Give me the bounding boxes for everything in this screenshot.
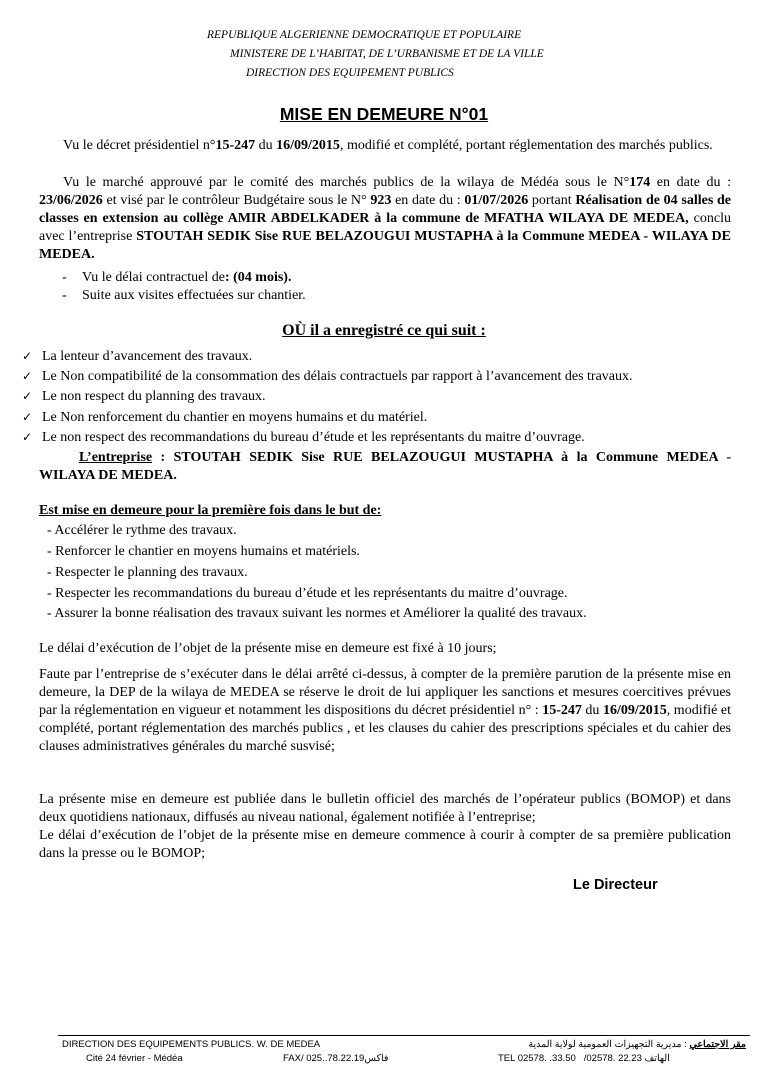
phone-label-ar: الهاتف (644, 1053, 670, 1064)
decree-date: 16/09/2015 (602, 703, 667, 718)
observation-item (22, 367, 633, 386)
observation-text: La lenteur d’avancement des travaux. (42, 349, 253, 364)
phone-number: TEL 02578. .33.50 (498, 1053, 576, 1064)
address-text-ar: : مديرية التجهيزات العمومية لولاية المدية (528, 1039, 690, 1050)
text: du (255, 138, 277, 153)
checkmark-icon: ✓ (22, 389, 33, 403)
entreprise-text: : STOUTAH SEDIK Sise RUE BELAZOUGUI MUSTAPHA à la Commune MEDEA - WILAYA DE MEDEA. (39, 450, 731, 483)
checkmark-icon: ✓ (22, 410, 33, 424)
visa-date: 01/07/2026 (464, 193, 529, 208)
footer-address: Cité 24 février - Médéa (86, 1053, 183, 1064)
text: en date du : (650, 175, 732, 190)
header-republic: REPUBLIQUE ALGERIENNE DEMOCRATIQUE ET POPULAIRE (207, 29, 522, 41)
text: portant (528, 193, 576, 208)
observation-text: Le non respect du planning des travaux. (42, 389, 266, 404)
observation-item (22, 387, 266, 406)
paragraph-delay: Le délai d’exécution de l’objet de la présente mise en demeure est fixé à 10 jours; (39, 641, 497, 656)
checkmark-icon: ✓ (22, 369, 33, 383)
publication-text: La présente mise en demeure est publiée dans le bulletin officiel des marchés de l’opérateur publics (BOMOP) et dans deux quotidiens nationaux, diffusés au niveau national, également notifiée à l’entreprise; (39, 792, 731, 825)
text: Vu le délai contractuel de (82, 270, 225, 285)
market-number: 174 (629, 175, 651, 190)
text: Faute par l’entreprise de s’exécuter dans le délai arrêté ci-dessus, à compter de la première parution de la présente mise en demeure, la DEP de la wilaya de MEDEA se réserve le droit de lui appliquer les sanctions et mesures coercitives prévues par la réglementation en vigueur et notamment les dispositions du décret présidentiel n° : (39, 667, 731, 718)
footer-phone (498, 1052, 670, 1065)
goal-item: - Assurer la bonne réalisation des travaux suivant les normes et Améliorer la qualité des travaux. (47, 606, 587, 621)
dash-bullet: - (62, 288, 67, 303)
list-item-contract-delay (62, 269, 291, 287)
paragraph-publication (39, 791, 731, 863)
subtitle-text: OÙ il a enregistré ce qui suit : (282, 322, 486, 339)
observation-text: Le Non renforcement du chantier en moyens humains et du matériel. (42, 410, 428, 425)
text: Vu le marché approuvé par le comité des marchés publics de la wilaya de Médéa sous le N° (63, 175, 630, 190)
goals-heading-text: Est mise en demeure pour la première fois dans le but de: (39, 503, 382, 518)
text: en date du : (391, 193, 465, 208)
checkmark-icon: ✓ (22, 430, 33, 444)
fax-number: FAX/ 025..78.22.19 (283, 1053, 365, 1064)
observation-text: Le non respect des recommandations du bureau d’étude et les représentants du maitre d’ouvrage. (42, 430, 585, 445)
text: Suite aux visites effectuées sur chantier. (82, 288, 306, 303)
contractor-name: STOUTAH SEDIK Sise RUE BELAZOUGUI MUSTAPHA à la Commune MEDEA - WILAYA DE MEDEA. (39, 229, 731, 262)
document-title: MISE EN DEMEURE N°01 (279, 104, 489, 124)
entreprise-label: L’entreprise (79, 450, 153, 465)
decree-number: 15-247 (542, 703, 582, 718)
goal-item: - Accélérer le rythme des travaux. (47, 523, 237, 538)
text: , modifié et complété, portant réglementation des marchés publics. (339, 138, 713, 153)
phone-number-2: /02578. 22.23 (583, 1053, 642, 1064)
text: et visé par le contrôleur Budgétaire sous le N° (102, 193, 371, 208)
footer-address-ar (528, 1038, 746, 1051)
observation-item (22, 428, 585, 447)
section-subtitle (0, 322, 768, 340)
text: conclu avec l’entreprise (39, 211, 731, 244)
goal-item: - Respecter les recommandations du bureau d’étude et les représentants du maitre d’ouvrage. (47, 586, 568, 601)
text: , modifié et complété, portant réglementation des marchés publics , et les clauses du cahier des prescriptions spéciales et du cahier des clauses administratives générales du marché susvisé; (39, 703, 732, 754)
list-item-site-visits (62, 287, 306, 305)
paragraph-decree (39, 137, 731, 155)
observation-item (22, 408, 427, 427)
dash-bullet: - (62, 270, 67, 285)
checkmark-icon: ✓ (22, 349, 33, 363)
goal-item: - Renforcer le chantier en moyens humains et matériels. (47, 544, 360, 559)
start-text: Le délai d’exécution de l’objet de la présente mise en demeure commence à courir à compter de sa première publication dans la presse ou le BOMOP; (39, 828, 731, 861)
visa-number: 923 (370, 193, 392, 208)
observation-text: Le Non compatibilité de la consommation des délais contractuels par rapport à l’avancement des travaux. (42, 369, 633, 384)
decree-date: 16/09/2015 (276, 138, 340, 153)
header-direction: DIRECTION DES EQUIPEMENT PUBLICS (246, 67, 454, 79)
header-ministry: MINISTERE DE L’HABITAT, DE L’URBANISME ET DE LA VILLE (230, 48, 544, 60)
footer-fax (283, 1052, 388, 1065)
observation-item (22, 347, 252, 366)
text: du (581, 703, 603, 718)
fax-label-ar: فاكس (364, 1053, 389, 1064)
text: Vu le décret présidentiel n° (63, 138, 216, 153)
project-title: Réalisation de 04 salles de classes en extension au collège AMIR ABDELKADER à la commune de MFATHA WILAYA DE MEDEA, (39, 193, 732, 226)
footer-divider (58, 1035, 750, 1036)
paragraph-market (39, 174, 731, 264)
footer-direction: DIRECTION DES EQUIPEMENTS PUBLICS. W. DE MEDEA (62, 1039, 321, 1050)
contract-delay: : (04 mois). (224, 270, 292, 285)
goals-heading (39, 502, 381, 520)
goal-item: - Respecter le planning des travaux. (47, 565, 248, 580)
signature-title: Le Directeur (573, 877, 658, 893)
decree-number: 15-247 (215, 138, 256, 153)
address-label-ar: مقر الاجتماعي (689, 1039, 746, 1050)
market-date: 23/06/2026 (39, 193, 103, 208)
paragraph-entreprise (39, 449, 731, 485)
paragraph-penalties (39, 666, 731, 756)
